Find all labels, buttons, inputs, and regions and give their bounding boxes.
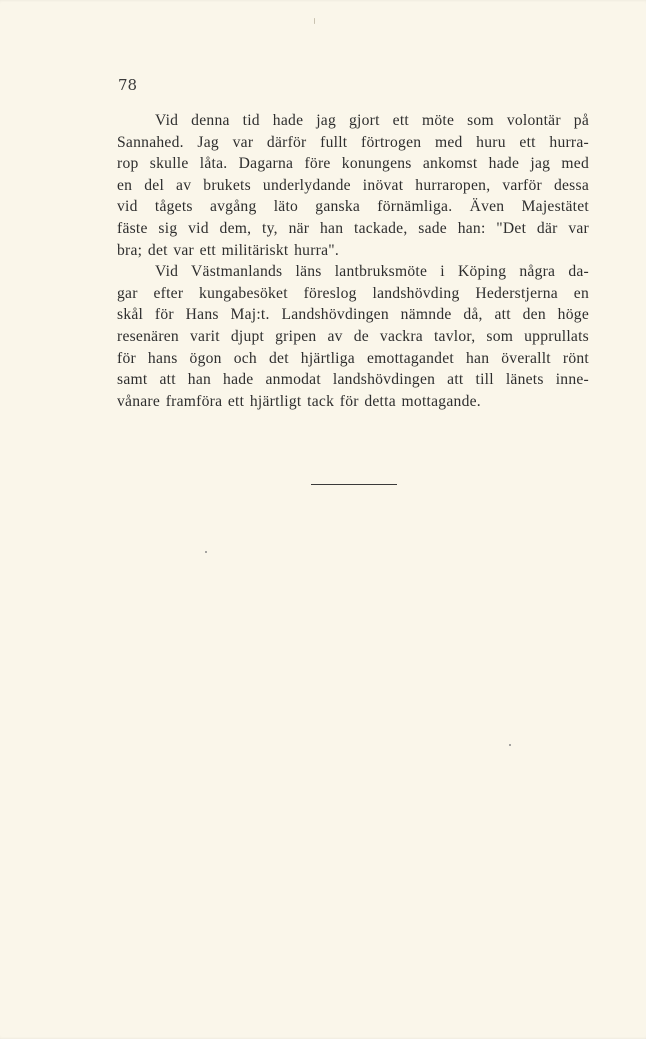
text-line: gar efter kungabesöket föreslog landshövding Hederstjerna en — [117, 284, 589, 302]
page-edge — [646, 0, 650, 1039]
paragraph-2 — [117, 261, 589, 412]
text-line: Vid Västmanlands läns lantbruksmöte i Köping några da- — [155, 263, 589, 281]
text-line: vånare framföra ett hjärtligt tack för detta mottagande. — [117, 392, 481, 410]
text-line: rop skulle låta. Dagarna före konungens ankomst hade jag med — [117, 155, 589, 173]
text-line: Vid denna tid hade jag gjort ett möte som volontär på — [155, 112, 589, 129]
paper-speck — [205, 551, 207, 553]
section-end-rule — [311, 484, 397, 485]
text-line: en del av brukets underlydande inövat hurraropen, varför dessa — [117, 176, 589, 194]
text-line: Sannahed. Jag var därför fullt förtrogen med huru ett hurra- — [117, 133, 589, 151]
paper-speck — [314, 18, 315, 24]
text-line: skål för Hans Maj:t. Landshövdingen nämnde då, att den höge — [117, 306, 589, 324]
text-line: samt att han hade anmodat landshövdingen att till länets inne- — [117, 371, 589, 389]
text-line: resenären varit djupt gripen av de vackra tavlor, som upprullats — [117, 327, 589, 345]
text-line: vid tågets avgång läto ganska förnämliga. Även Majestätet — [117, 198, 589, 216]
body-text — [117, 110, 589, 412]
text-line: för hans ögon och det hjärtliga emottagandet han överallt rönt — [117, 349, 589, 367]
paper-speck — [509, 744, 511, 746]
page-number: 78 — [118, 76, 138, 94]
text-line: bra; det var ett militäriskt hurra". — [117, 241, 340, 259]
text-line: fäste sig vid dem, ty, när han tackade, sade han: "Det där var — [117, 219, 589, 237]
paragraph-1 — [117, 110, 589, 261]
